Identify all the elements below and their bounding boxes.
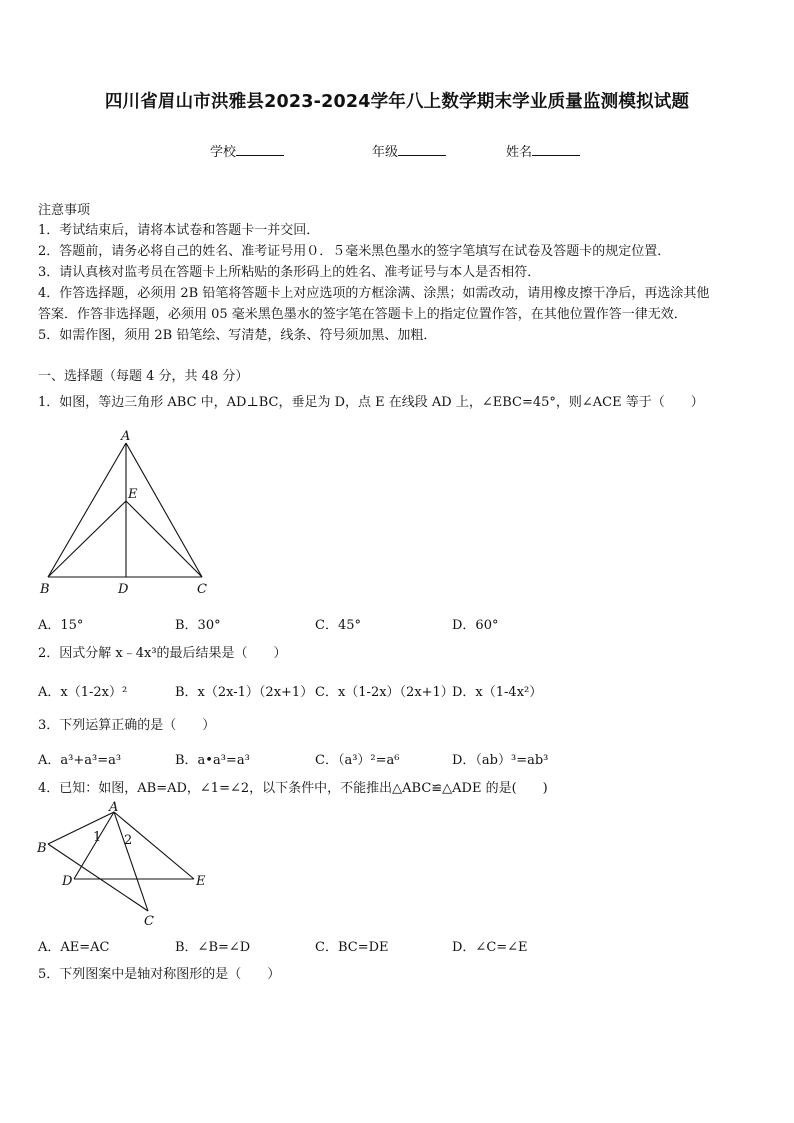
school-label: 学校	[210, 145, 237, 160]
question-1-stem: 1．如图，等边三角形 ABC 中，AD⊥BC，垂足为 D，点 E 在线段 AD 上，∠EBC=45°，则∠ACE 等于（ ）	[38, 395, 704, 410]
question-3-option-a: A．a³+a³=a³	[38, 753, 122, 768]
question-2-option-b: B．x（2x-1）（2x+1）	[175, 685, 314, 700]
grade-label: 年级	[372, 145, 399, 160]
question-1-option-d: D．60°	[452, 618, 499, 633]
question-4-option-a: A．AE=AC	[38, 940, 110, 955]
notice-item: 答案．作答非选择题，必须用 05 毫米黑色墨水的签字笔在答题卡上的指定位置作答，在其他位置作答一律无效．	[38, 307, 687, 322]
question-1-option-a: A．15°	[38, 618, 84, 633]
label-d: D	[118, 582, 129, 597]
grade-field	[372, 141, 446, 160]
school-blank	[236, 143, 284, 156]
question-2-option-d: D．x（1-4x²）	[452, 685, 543, 700]
label-angle-2: 2	[124, 833, 133, 848]
segment-be	[48, 501, 126, 577]
question-4-option-b: B．∠B=∠D	[175, 940, 251, 955]
question-2-option-a: A．x（1-2x）²	[38, 685, 128, 700]
question-2-option-c: C．x（1-2x）（2x+1）	[315, 685, 454, 700]
name-label: 姓名	[506, 145, 533, 160]
question-1-figure	[30, 425, 230, 600]
question-2-stem: 2．因式分解 x﹣4x³的最后结果是（ ）	[38, 646, 287, 661]
question-3-option-b: B．a•a³=a³	[175, 753, 250, 768]
question-4-figure	[30, 800, 230, 930]
notice-item: 1．考试结束后，请将本试卷和答题卡一并交回．	[38, 223, 320, 238]
notice-item: 3．请认真核对监考员在答题卡上所粘贴的条形码上的姓名、准考证号与本人是否相符．	[38, 265, 541, 280]
question-3-option-c: C．（a³）²=a⁶	[315, 753, 400, 768]
label-d: D	[62, 874, 73, 889]
label-e: E	[128, 487, 138, 502]
label-c: C	[197, 582, 207, 597]
notice-item: 5．如需作图，须用 2B 铅笔绘、写清楚，线条、符号须加黑、加粗．	[38, 328, 437, 343]
notice-item: 2．答题前，请务必将自己的姓名、准考证号用０．５毫米黑色墨水的签字笔填写在试卷及答题卡的规定位置．	[38, 244, 671, 259]
label-c: C	[144, 914, 154, 929]
segment-ac	[126, 443, 202, 577]
label-b: B	[37, 841, 47, 856]
question-4-option-c: C．BC=DE	[315, 940, 389, 955]
label-a: A	[121, 429, 131, 444]
question-4-stem: 4．已知：如图，AB=AD，∠1=∠2，以下条件中，不能推出△ABC≌△ADE 的是( )	[38, 781, 548, 796]
label-angle-1: 1	[93, 830, 102, 845]
question-3-stem: 3．下列运算正确的是（ ）	[38, 718, 216, 733]
question-1-option-c: C．45°	[315, 618, 361, 633]
question-1-option-b: B．30°	[175, 618, 221, 633]
question-4-option-d: D．∠C=∠E	[452, 940, 528, 955]
page-title: 四川省眉山市洪雅县2023-2024学年八上数学期末学业质量监测模拟试题	[104, 92, 690, 112]
notice-item: 4．作答选择题，必须用 2B 铅笔将答题卡上对应选项的方框涂满、涂黑；如需改动，请用橡皮擦干净后，再选涂其他	[38, 286, 710, 301]
question-3-option-d: D．（ab）³=ab³	[452, 753, 549, 768]
label-b: B	[40, 582, 50, 597]
section-heading: 一、选择题（每题 4 分，共 48 分）	[38, 369, 249, 384]
label-e: E	[196, 874, 206, 889]
question-5-stem: 5．下列图案中是轴对称图形的是（ ）	[38, 967, 281, 982]
grade-blank	[398, 143, 446, 156]
segment-ab	[48, 443, 126, 577]
name-field	[506, 141, 580, 160]
label-a: A	[109, 800, 119, 815]
segment-ec	[126, 501, 202, 577]
notice-heading: 注意事项	[38, 203, 91, 218]
school-field	[210, 141, 284, 160]
name-blank	[532, 143, 580, 156]
